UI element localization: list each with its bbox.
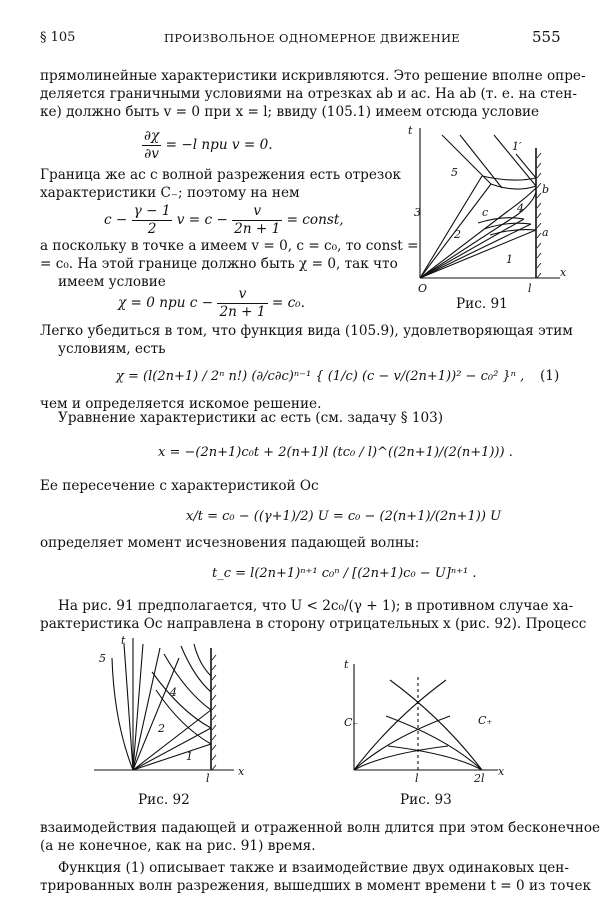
equation-1: χ = (l(2n+1) / 2ⁿ n!) (∂/c∂c)ⁿ⁻¹ { (1/c) (c − v/(2n+1))² − c₀² }ⁿ ,	[116, 369, 525, 384]
region-4-label: 4	[517, 202, 524, 215]
text-line: Ее пересечение с характеристикой Oc	[40, 478, 319, 494]
point-a-label: a	[542, 226, 549, 239]
text-line: рактеристика Oc направлена в сторону отрицательных x (рис. 92). Процесс	[40, 616, 587, 632]
t-axis-label: t	[121, 634, 126, 647]
x-axis-label: x	[560, 266, 567, 279]
text-line: трированных волн разрежения, вышедших в момент времени t = 0 из точек	[40, 878, 591, 894]
text-line: прямолинейные характеристики искривляются. Это решение вполне опре-	[40, 68, 586, 84]
text-line: взаимодействия падающей и отраженной волн длится при этом бесконечное	[40, 820, 600, 836]
double-l-label: 2l	[474, 772, 485, 784]
text-line: Уравнение характеристики ac есть (см. задачу § 103)	[58, 410, 444, 426]
text-line: Граница же ac с волной разрежения есть отрезок	[40, 167, 402, 183]
figure-92	[86, 632, 256, 782]
equation-oc: x/t = c₀ − ((γ+1)/2) U = c₀ − (2(n+1)/(2n+1)) U	[186, 509, 502, 524]
region-2-label: 2	[158, 722, 165, 735]
x-axis-label: x	[238, 765, 245, 778]
text-line: деляется граничными условиями на отрезках ab и ac. На ab (т. е. на стен-	[40, 86, 577, 102]
equation-boundary-ab: $\frac{\partial\chi}{\partial v}$ = −l при v = 0.	[144, 128, 273, 162]
text-line: определяет момент исчезновения падающей волны:	[40, 535, 420, 551]
region-1prime-label: 1′	[512, 140, 522, 153]
t-axis-label: t	[344, 658, 349, 671]
x-axis-label: x	[498, 765, 505, 778]
fraction: $\frac{\partial\chi}{\partial v}$	[144, 128, 160, 162]
point-c-label: c	[482, 206, 489, 219]
region-5-label: 5	[99, 652, 106, 665]
figure-92-caption: Рис. 92	[138, 792, 190, 808]
origin-label: O	[418, 282, 428, 295]
c-minus-label: C₋	[344, 716, 359, 729]
text-line: На рис. 91 предполагается, что U < 2c₀/(γ + 1); в противном случае ха-	[58, 598, 574, 614]
page-number: 555	[532, 28, 561, 46]
equation-ac: x = −(2n+1)c₀t + 2(n+1)l (tc₀ / l)^((2n+1)/(2(n+1))) .	[158, 445, 513, 460]
region-4-label: 4	[170, 686, 177, 699]
text-line: имеем условие	[58, 274, 166, 290]
text-line: условиям, есть	[58, 341, 166, 357]
text-line: характеристики C₋; поэтому на нем	[40, 185, 300, 201]
wall-position-label: l	[528, 282, 532, 295]
running-title: ПРОИЗВОЛЬНОЕ ОДНОМЕРНОЕ ДВИЖЕНИЕ	[164, 31, 460, 45]
region-1-label: 1	[506, 253, 513, 266]
region-3-label: 3	[414, 206, 421, 219]
figure-91	[398, 118, 568, 318]
text-line: чем и определяется искомое решение.	[40, 396, 322, 412]
equation-tc: t_c = l(2n+1)ⁿ⁺¹ c₀ⁿ / [(2n+1)c₀ − U]ⁿ⁺¹ .	[212, 566, 477, 581]
point-b-label: b	[542, 183, 550, 196]
equation-1-number: (1)	[540, 368, 560, 384]
text-line: Функция (1) описывает также и взаимодействие двух одинаковых цен-	[58, 860, 569, 876]
c-plus-label: C₊	[478, 714, 493, 727]
text-line: ке) должно быть v = 0 при x = l; ввиду (105.1) имеем отсюда условие	[40, 104, 540, 120]
region-1-label: 1	[186, 750, 193, 763]
t-axis-label: t	[408, 124, 413, 137]
wall-position-label: l	[206, 772, 210, 782]
text-line: а поскольку в точке a имеем v = 0, c = c₀, то const =	[40, 238, 419, 254]
text-line: = c₀. На этой границе должно быть χ = 0, так что	[40, 256, 398, 272]
section-number: § 105	[40, 30, 76, 45]
figure-91-caption: Рис. 91	[456, 296, 508, 312]
midpoint-label: l	[415, 772, 419, 784]
equation-condition: χ = 0 при c − $\frac{v}{2n + 1}$ = c₀.	[118, 286, 305, 320]
figure-93	[338, 654, 508, 784]
figure-93-caption: Рис. 93	[400, 792, 452, 808]
region-5-label: 5	[451, 166, 458, 179]
equation-characteristic: c − $\frac{\gamma - 1}{2}$ v = c − $\frac{v}{2n + 1}$ = const,	[104, 203, 344, 237]
text-line: (а не конечное, как на рис. 91) время.	[40, 838, 316, 854]
region-2-label: 2	[454, 228, 461, 241]
text-line: Легко убедиться в том, что функция вида (105.9), удовлетворяющая этим	[40, 323, 573, 339]
